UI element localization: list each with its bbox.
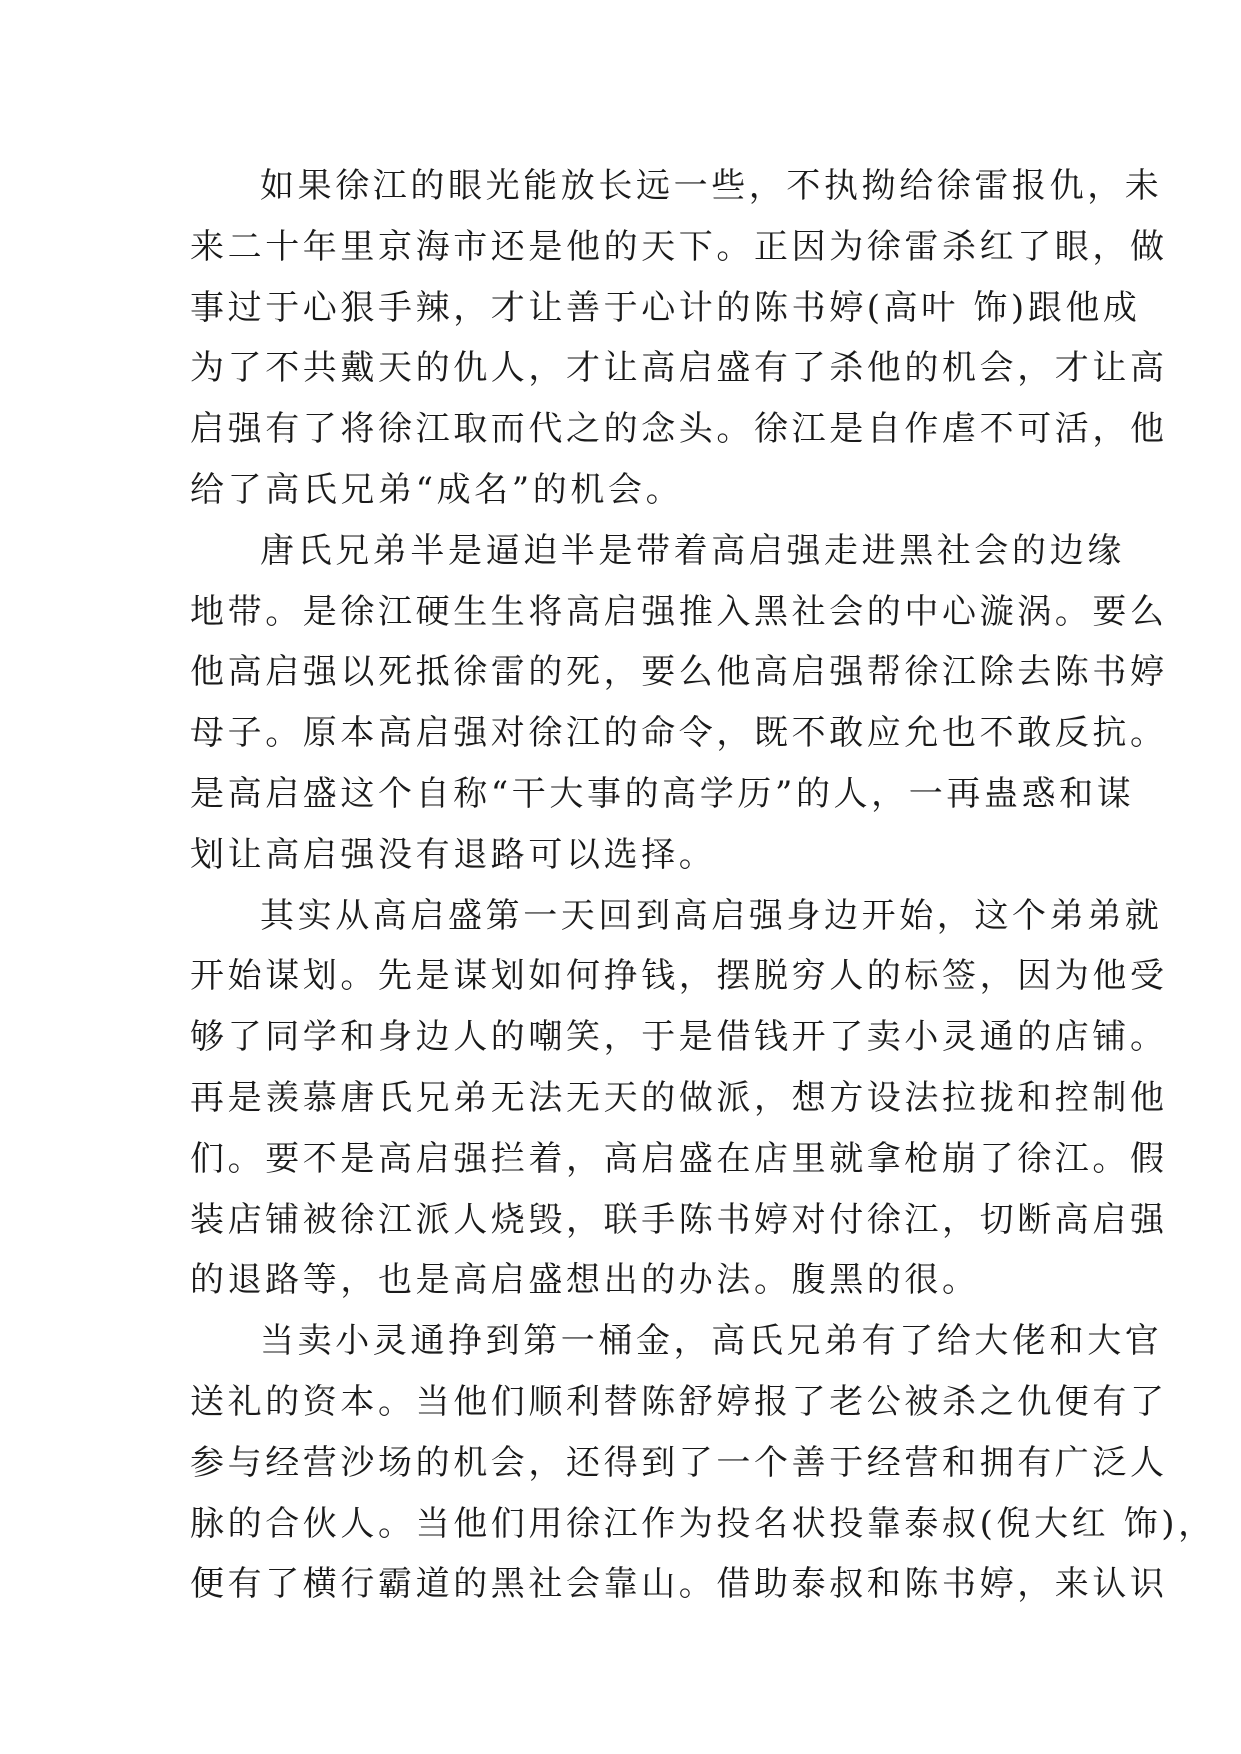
article-body [190, 156, 1216, 1615]
paragraph-1-line-1: 如果徐江的眼光能放长远一些，不执拗给徐雷报仇，未 [260, 166, 1163, 206]
paragraph-4-line-4: 脉的合伙人。当他们用徐江作为投名状投靠泰叔(倪大红 饰)， [190, 1503, 1216, 1544]
paragraph-2-line-2: 地带。是徐江硬生生将高启强推入黑社会的中心漩涡。要么 [190, 591, 1168, 632]
paragraph-2-line-3: 他高启强以死抵徐雷的死，要么他高启强帮徐江除去陈书婷 [190, 652, 1168, 693]
paragraph-3-line-6: 装店铺被徐江派人烧毁，联手陈书婷对付徐江，切断高启强 [190, 1199, 1168, 1240]
paragraph-1-line-5: 启强有了将徐江取而代之的念头。徐江是自作虐不可活，他 [190, 409, 1168, 450]
paragraph-1-line-2: 来二十年里京海市还是他的天下。正因为徐雷杀红了眼，做 [190, 226, 1168, 267]
paragraph-4-line-3: 参与经营沙场的机会，还得到了一个善于经营和拥有广泛人 [190, 1442, 1168, 1483]
paragraph-3-line-7: 的退路等，也是高启盛想出的办法。腹黑的很。 [190, 1260, 980, 1301]
paragraph-1-line-4: 为了不共戴天的仇人，才让高启盛有了杀他的机会，才让高 [190, 348, 1168, 389]
paragraph-4-line-5: 便有了横行霸道的黑社会靠山。借助泰叔和陈书婷，来认识 [190, 1564, 1168, 1605]
paragraph-4-line-1: 当卖小灵通挣到第一桶金，高氏兄弟有了给大佬和大官 [260, 1321, 1163, 1362]
paragraph-3-line-4: 再是羡慕唐氏兄弟无法无天的做派，想方设法拉拢和控制他 [190, 1077, 1168, 1118]
paragraph-3-line-3: 够了同学和身边人的嘲笑，于是借钱开了卖小灵通的店铺。 [190, 1017, 1168, 1058]
paragraph-3-line-5: 们。要不是高启强拦着，高启盛在店里就拿枪崩了徐江。假 [190, 1138, 1168, 1179]
paragraph-1-line-6: 给了高氏兄弟“成名”的机会。 [190, 469, 684, 510]
paragraph-1-line-3: 事过于心狠手辣，才让善于心计的陈书婷(高叶 饰)跟他成 [190, 287, 1141, 328]
paragraph-3-line-1: 其实从高启盛第一天回到高启强身边开始，这个弟弟就 [260, 895, 1163, 936]
paragraph-3-line-2: 开始谋划。先是谋划如何挣钱，摆脱穷人的标签，因为他受 [190, 956, 1168, 997]
paragraph-2-line-4: 母子。原本高启强对徐江的命令，既不敢应允也不敢反抗。 [190, 713, 1168, 754]
paragraph-2-line-1: 唐氏兄弟半是逼迫半是带着高启强走进黑社会的边缘 [260, 530, 1125, 571]
paragraph-2-line-6: 划让高启强没有退路可以选择。 [190, 834, 717, 875]
paragraph-4-line-2: 送礼的资本。当他们顺利替陈舒婷报了老公被杀之仇便有了 [190, 1381, 1168, 1422]
paragraph-2-line-5: 是高启盛这个自称“干大事的高学历”的人，一再蛊惑和谋 [190, 773, 1135, 814]
